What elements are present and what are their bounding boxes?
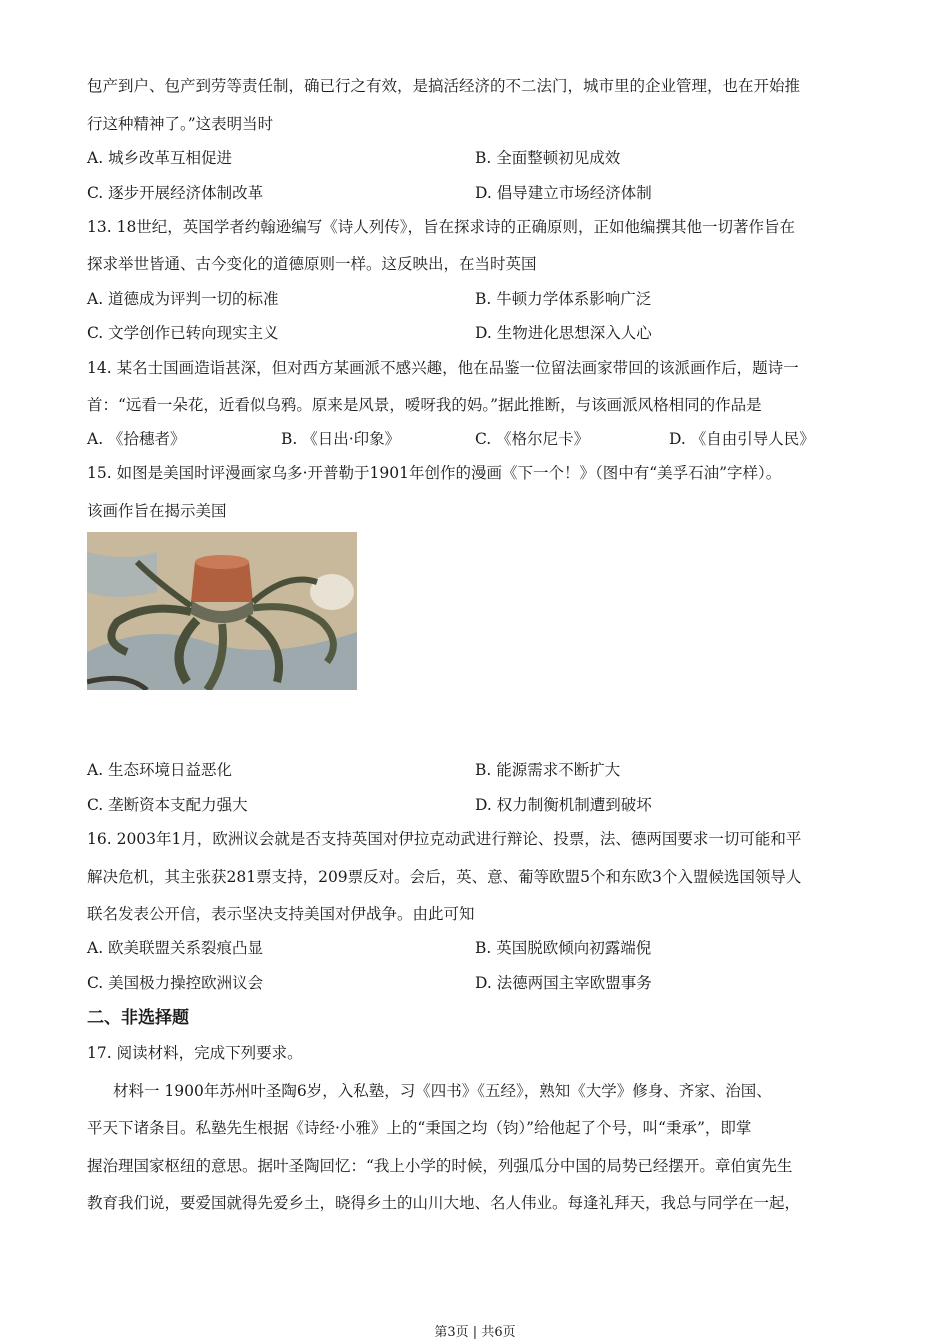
q15-stem: 该画作旨在揭示美国 — [87, 502, 227, 520]
text-line: 包产到户、包产到劳等责任制，确已行之有效，是搞活经济的不二法门，城市里的企业管理，也在开始推 — [87, 77, 801, 95]
q15-stem: 15. 如图是美国时评漫画家乌多·开普勒于1901年创作的漫画《下一个！》（图中有“美孚石油”字样）。 — [87, 464, 782, 482]
q17-stem: 17. 阅读材料，完成下列要求。 — [87, 1044, 303, 1062]
q17-material-line: 教育我们说，要爱国就得先爱乡土，晓得乡土的山川大地、名人伟业。每逢礼拜天，我总与同学在一起， — [87, 1194, 801, 1212]
q12-option-d: D. 倡导建立市场经济体制 — [475, 184, 652, 202]
q16-option-d: D. 法德两国主宰欧盟事务 — [475, 974, 652, 992]
q15-option-a: A. 生态环境日益恶化 — [87, 761, 233, 779]
section-heading: 二、非选择题 — [87, 1008, 189, 1028]
q12-option-c: C. 逐步开展经济体制改革 — [87, 184, 264, 202]
q14-option-c: C. 《格尔尼卡》 — [475, 430, 590, 448]
q16-stem: 16. 2003年1月，欧洲议会就是否支持英国对伊拉克动武进行辩论、投票，法、德两国要求一切可能和平 — [87, 830, 802, 848]
page-footer: 第3页 | 共6页 — [434, 1325, 516, 1340]
octopus-cartoon-image — [87, 532, 357, 690]
q13-option-d: D. 生物进化思想深入人心 — [475, 324, 652, 342]
q14-stem: 首：“远看一朵花，近看似乌鸦。原来是风景，嗳呀我的妈。”据此推断，与该画派风格相同的作品是 — [87, 396, 762, 414]
q14-option-b: B. 《日出·印象》 — [281, 430, 401, 448]
q12-option-b: B. 全面整顿初见成效 — [475, 149, 621, 167]
q16-stem: 联名发表公开信，表示坚决支持美国对伊战争。由此可知 — [87, 905, 475, 923]
q17-material-line: 握治理国家枢纽的意思。据叶圣陶回忆：“我上小学的时候，列强瓜分中国的局势已经摆开。章伯寅先生 — [87, 1157, 793, 1175]
q13-stem: 探求举世皆通、古今变化的道德原则一样。这反映出，在当时英国 — [87, 255, 537, 273]
q17-material-line: 材料一 1900年苏州叶圣陶6岁，入私塾，习《四书》《五经》，熟知《大学》修身、齐家、治国、 — [113, 1082, 772, 1100]
q16-option-b: B. 英国脱欧倾向初露端倪 — [475, 939, 652, 957]
q16-option-a: A. 欧美联盟关系裂痕凸显 — [87, 939, 264, 957]
q12-option-a: A. 城乡改革互相促进 — [87, 149, 233, 167]
q14-option-a: A. 《拾穗者》 — [87, 430, 186, 448]
q16-stem: 解决危机，其主张获281票支持，209票反对。会后，英、意、葡等欧盟5个和东欧3个入盟候选国领导人 — [87, 868, 802, 886]
q16-option-c: C. 美国极力操控欧洲议会 — [87, 974, 264, 992]
q13-option-c: C. 文学创作已转向现实主义 — [87, 324, 279, 342]
q13-stem: 13. 18世纪，英国学者约翰逊编写《诗人列传》，旨在探求诗的正确原则，正如他编撰其他一切著作旨在 — [87, 218, 796, 236]
q14-option-d: D. 《自由引导人民》 — [669, 430, 815, 448]
q13-option-a: A. 道德成为评判一切的标准 — [87, 290, 279, 308]
q15-option-b: B. 能源需求不断扩大 — [475, 761, 621, 779]
q15-option-d: D. 权力制衡机制遭到破坏 — [475, 796, 652, 814]
q17-material-line: 平天下诸条目。私塾先生根据《诗经·小雅》上的“秉国之均（钧）”给他起了个号，叫“秉承”，即掌 — [87, 1119, 752, 1137]
q15-option-c: C. 垄断资本支配力强大 — [87, 796, 248, 814]
q13-option-b: B. 牛顿力学体系影响广泛 — [475, 290, 652, 308]
octopus-cartoon-drawing — [87, 532, 357, 690]
q14-stem: 14. 某名士国画造诣甚深，但对西方某画派不感兴趣，他在品鉴一位留法画家带回的该派画作后，题诗一 — [87, 359, 799, 377]
text-line: 行这种精神了。”这表明当时 — [87, 115, 274, 133]
